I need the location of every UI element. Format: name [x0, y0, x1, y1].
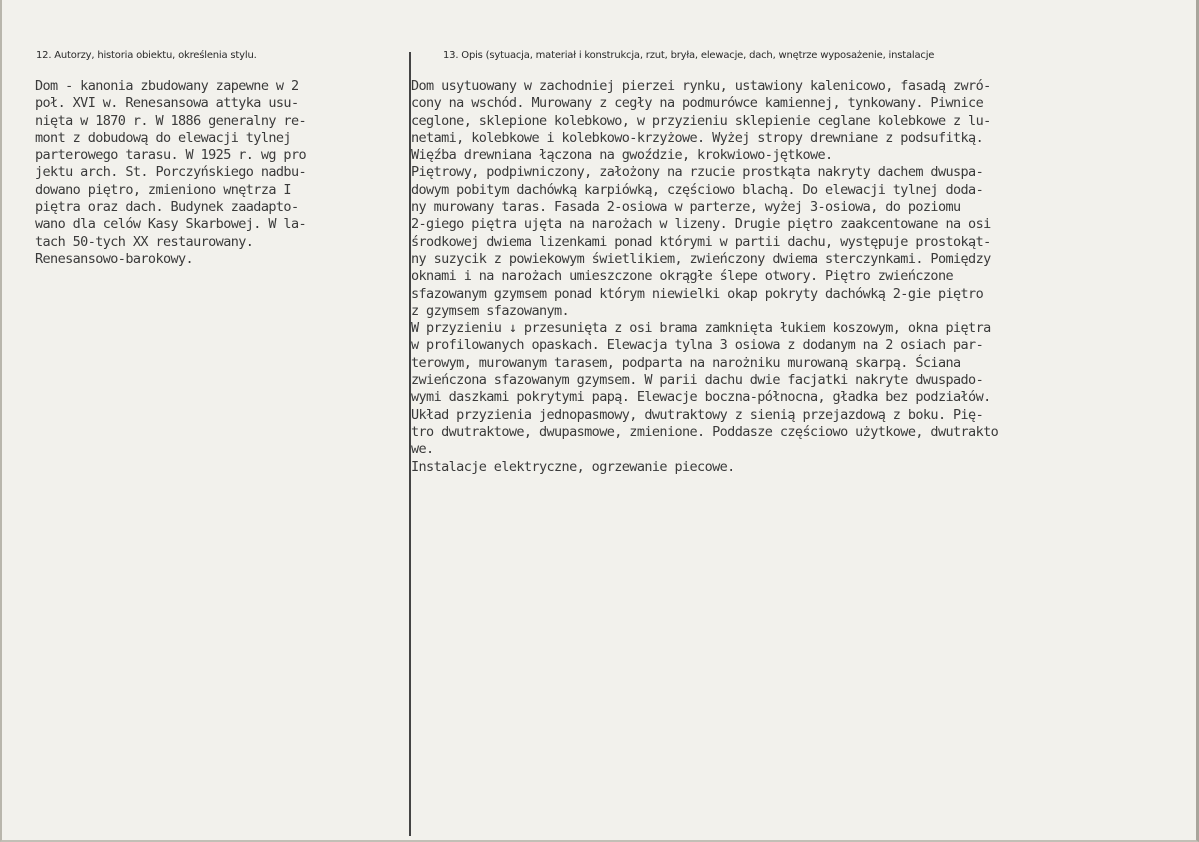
text-line: mont z dobudową do elewacji tylnej	[35, 129, 291, 146]
text-line: Instalacje elektryczne, ogrzewanie piecowe.	[411, 458, 735, 475]
text-line: jektu arch. St. Porczyńskiego nadbu-	[35, 164, 306, 181]
text-line: sfazowanym gzymsem ponad którym niewielki okap pokryty dachówką 2-gie piętro	[411, 285, 984, 302]
text-line: Piętrowy, podpiwniczony, założony na rzucie prostkąta nakryty dachem dwuspa-	[411, 164, 984, 181]
section-13-heading: 13. Opis (sytuacja, materiał i konstrukcja, rzut, bryła, elewacje, dach, wnętrze wyposażenie, instalacje	[443, 50, 935, 61]
text-line: dowano piętro, zmieniono wnętrza I	[35, 181, 291, 198]
text-line: nięta w 1870 r. W 1886 generalny re-	[35, 112, 306, 129]
text-line: wymi daszkami pokrytymi papą. Elewacje boczna-północna, gładka bez podziałów.	[411, 389, 991, 406]
section-12-heading: 12. Autorzy, historia obiektu, określenia stylu.	[36, 50, 257, 61]
text-line: środkowej dwiema lizenkami ponad którymi w partii dachu, występuje prostokąt-	[411, 233, 991, 250]
text-line: tach 50-tych XX restaurowany.	[35, 233, 254, 250]
text-line: Układ przyzienia jednopasmowy, dwutraktowy z sienią przejazdową z boku. Pię-	[411, 406, 984, 423]
text-line: netami, kolebkowe i kolebkowo-krzyżowe. Wyżej stropy drewniane z podsufitką.	[411, 129, 984, 146]
text-line: parterowego tarasu. W 1925 r. wg pro	[35, 147, 306, 164]
text-line: cony na wschód. Murowany z cegły na podmurówce kamiennej, tynkowany. Piwnice	[411, 95, 984, 112]
text-line: Renesansowo-barokowy.	[35, 250, 194, 267]
text-line: we.	[411, 441, 434, 458]
text-line: tro dwutraktowe, dwupasmowe, zmienione. Poddasze częściowo użytkowe, dwutrakto	[411, 423, 999, 440]
section-12-text	[35, 78, 306, 268]
text-line: W przyzieniu ↓ przesunięta z osi brama zamknięta łukiem koszowym, okna piętra	[411, 320, 991, 337]
text-line: Więźba drewniana łączona na gwoździe, krokwiowo-jętkowe.	[411, 147, 833, 164]
text-line: terowym, murowanym tarasem, podparta na narożniku murowaną skarpą. Ściana	[411, 354, 961, 371]
text-line: piętra oraz dach. Budynek zaadapto-	[35, 199, 299, 216]
text-line: Dom usytuowany w zachodniej pierzei rynku, ustawiony kalenicowo, fasadą zwró-	[411, 78, 991, 94]
text-line: oknami i na narożach umieszczone okrągłe ślepe otwory. Piętro zwieńczone	[411, 268, 953, 285]
text-line: z gzymsem sfazowanym.	[411, 302, 570, 319]
text-line: w profilowanych opaskach. Elewacja tylna 3 osiowa z dodanym na 2 osiach par-	[411, 337, 984, 354]
text-line: dowym pobitym dachówką karpiówką, częściowo blachą. Do elewacji tylnej doda-	[411, 181, 984, 198]
text-line: wano dla celów Kasy Skarbowej. W la-	[35, 216, 306, 233]
section-13-text	[411, 78, 998, 476]
text-line: 2-giego piętra ujęta na narożach w lizeny. Drugie piętro zaakcentowane na osi	[411, 216, 991, 233]
text-line: poł. XVI w. Renesansowa attyka usu-	[35, 95, 299, 112]
text-line: ceglone, sklepione kolebkowo, w przyzieniu sklepienie ceglane kolebkowe z lu-	[411, 112, 991, 129]
text-line: ny murowany taras. Fasada 2-osiowa w parterze, wyżej 3-osiowa, do poziomu	[411, 199, 961, 216]
text-line: ny suzycik z powiekowym świetlikiem, zwieńczony dwiema sterczynkami. Pomiędzy	[411, 250, 991, 267]
text-line: Dom - kanonia zbudowany zapewne w 2	[35, 78, 299, 94]
text-line: zwieńczona sfazowanym gzymsem. W parii dachu dwie facjatki nakryte dwuspado-	[411, 372, 984, 389]
